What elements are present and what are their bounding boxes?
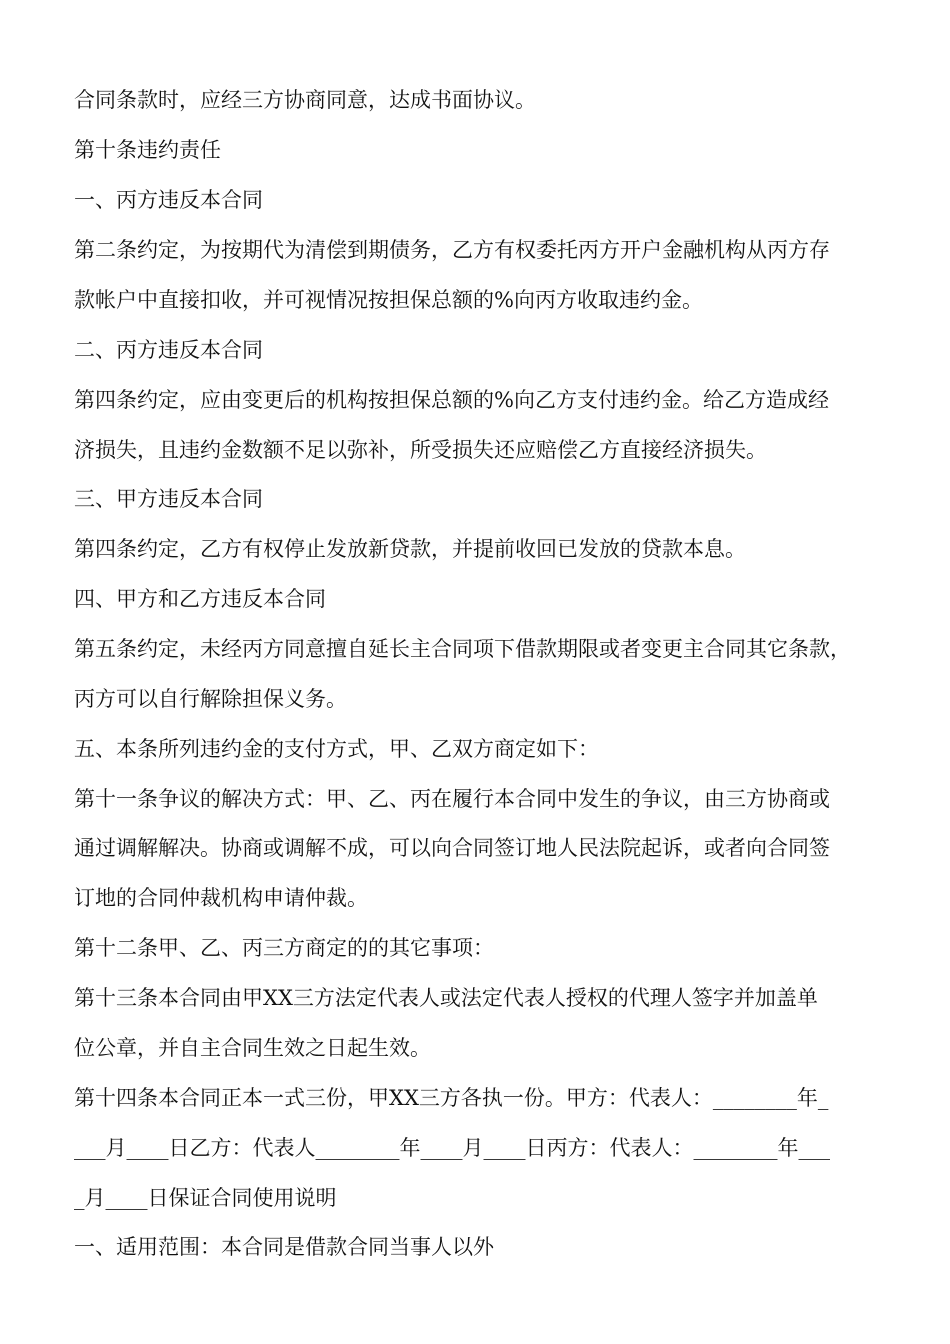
section-heading: 第十一条争议的解决方式：甲、乙、丙在履行本合同中发生的争议，由三方协商或 [74,787,830,811]
text-line: _月____日保证合同使用说明 [74,1186,337,1210]
section-heading: 第十三条本合同由甲XX三方法定代表人或法定代表人授权的代理人签字并加盖单 [74,986,818,1010]
text-line: 三、甲方违反本合同 [74,487,263,511]
text-line: 款帐户中直接扣收，并可视情况按担保总额的%向丙方收取违约金。 [74,288,703,312]
text-line: 丙方可以自行解除担保义务。 [74,687,347,711]
text-line: 第四条约定，应由变更后的机构按担保总额的%向乙方支付违约金。给乙方造成经 [74,388,829,412]
text-line: 第五条约定，未经丙方同意擅自延长主合同项下借款期限或者变更主合同其它条款， [74,637,851,661]
text-line: 合同条款时，应经三方协商同意，达成书面协议。 [74,88,536,112]
text-line: ___月____日乙方：代表人________年____月____日丙方：代表人：________年___ [74,1136,830,1160]
text-line: 位公章，并自主合同生效之日起生效。 [74,1036,431,1060]
text-line: 第二条约定，为按期代为清偿到期债务，乙方有权委托丙方开户金融机构从丙方存 [74,238,830,262]
text-line: 一、适用范围：本合同是借款合同当事人以外 [74,1235,494,1259]
text-line: 济损失，且违约金数额不足以弥补，所受损失还应赔偿乙方直接经济损失。 [74,438,767,462]
text-line: 一、丙方违反本合同 [74,188,263,212]
text-line: 四、甲方和乙方违反本合同 [74,587,326,611]
text-line: 第四条约定，乙方有权停止发放新贷款，并提前收回已发放的贷款本息。 [74,537,746,561]
text-line: 通过调解解决。协商或调解不成，可以向合同签订地人民法院起诉，或者向合同签 [74,836,830,860]
text-line: 二、丙方违反本合同 [74,338,263,362]
section-heading: 第十条违约责任 [74,138,221,162]
section-heading: 第十四条本合同正本一式三份，甲XX三方各执一份。甲方：代表人：________年_ [74,1086,829,1110]
text-line: 五、本条所列违约金的支付方式，甲、乙双方商定如下： [74,737,599,761]
text-line: 订地的合同仲裁机构申请仲裁。 [74,886,368,910]
section-heading: 第十二条甲、乙、丙三方商定的的其它事项： [74,936,494,960]
